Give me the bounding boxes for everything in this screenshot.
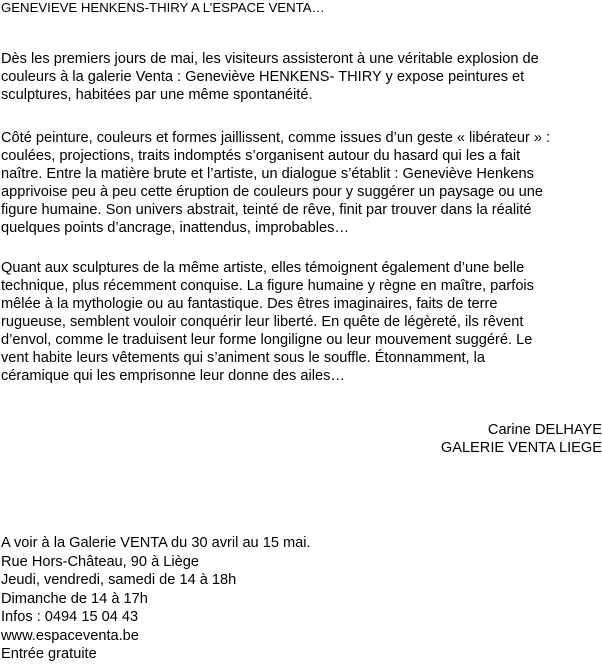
document-title: GENEVIEVE HENKENS-THIRY A L’ESPACE VENTA…	[1, 0, 325, 15]
info-hours-sunday: Dimanche de 14 à 17h	[1, 590, 148, 607]
signature-block	[1, 421, 602, 457]
text-line: rugueuse, semblent vouloir conquérir leur liberté. En quête de légèreté, ils rêvent	[1, 314, 524, 330]
info-hours-weekday: Jeudi, vendredi, samedi de 14 à 18h	[1, 572, 237, 588]
text-line: Quant aux sculptures de la même artiste, elles témoignent également d’une belle	[1, 260, 525, 276]
paragraph-intro	[1, 50, 539, 104]
text-line: quelques points d’ancrage, inattendus, improbables…	[1, 220, 350, 236]
signature-gallery: GALERIE VENTA LIEGE	[440, 440, 602, 456]
paragraph-painting	[1, 129, 550, 237]
info-website: www.espaceventa.be	[1, 627, 139, 644]
signature-name: Carine DELHAYE	[487, 422, 602, 438]
text-line: d’envol, comme le traduisent leur forme longiligne ou leur mouvement suggéré. Le	[1, 332, 533, 348]
text-line: Côté peinture, couleurs et formes jaillissent, comme issues d’un geste « libérateur » :	[1, 130, 551, 146]
text-line: coulées, projections, traits indomptés s’organisent autour du hasard qui les a fait	[1, 148, 521, 164]
info-phone: Infos : 0494 15 04 43	[1, 609, 139, 625]
text-line: technique, plus récemment conquise. La figure humaine y règne en maître, parfois	[1, 278, 534, 294]
exhibition-info	[1, 534, 311, 664]
text-line: céramique qui les emprisonne leur donne des ailes…	[1, 368, 345, 384]
text-line: naître. Entre la matière brute et l’artiste, un dialogue s’établit : Geneviève Henkens	[1, 166, 534, 182]
text-line: figure humaine. Son univers abstrait, teinté de rêve, finit par trouver dans la réalité	[1, 202, 532, 218]
text-line: vent habite leurs vêtements qui s’animent sous le souffle. Étonnamment, la	[1, 350, 486, 366]
info-dates: A voir à la Galerie VENTA du 30 avril au 15 mai.	[1, 535, 311, 551]
paragraph-sculpture	[1, 259, 534, 385]
info-admission: Entrée gratuite	[1, 646, 97, 662]
text-line: apprivoise peu à peu cette éruption de couleurs pour y suggérer un paysage ou une	[1, 184, 543, 200]
text-line: Dès les premiers jours de mai, les visiteurs assisteront à une véritable explosion de	[1, 51, 539, 67]
text-line: mêlée à la mythologie ou au fantastique. Des êtres imaginaires, faits de terre	[1, 296, 498, 312]
text-line: couleurs à la galerie Venta : Geneviève HENKENS- THIRY y expose peintures et	[1, 69, 525, 85]
info-address: Rue Hors-Château, 90 à Liège	[1, 553, 199, 570]
text-line: sculptures, habitées par une même spontanéité.	[1, 87, 313, 103]
